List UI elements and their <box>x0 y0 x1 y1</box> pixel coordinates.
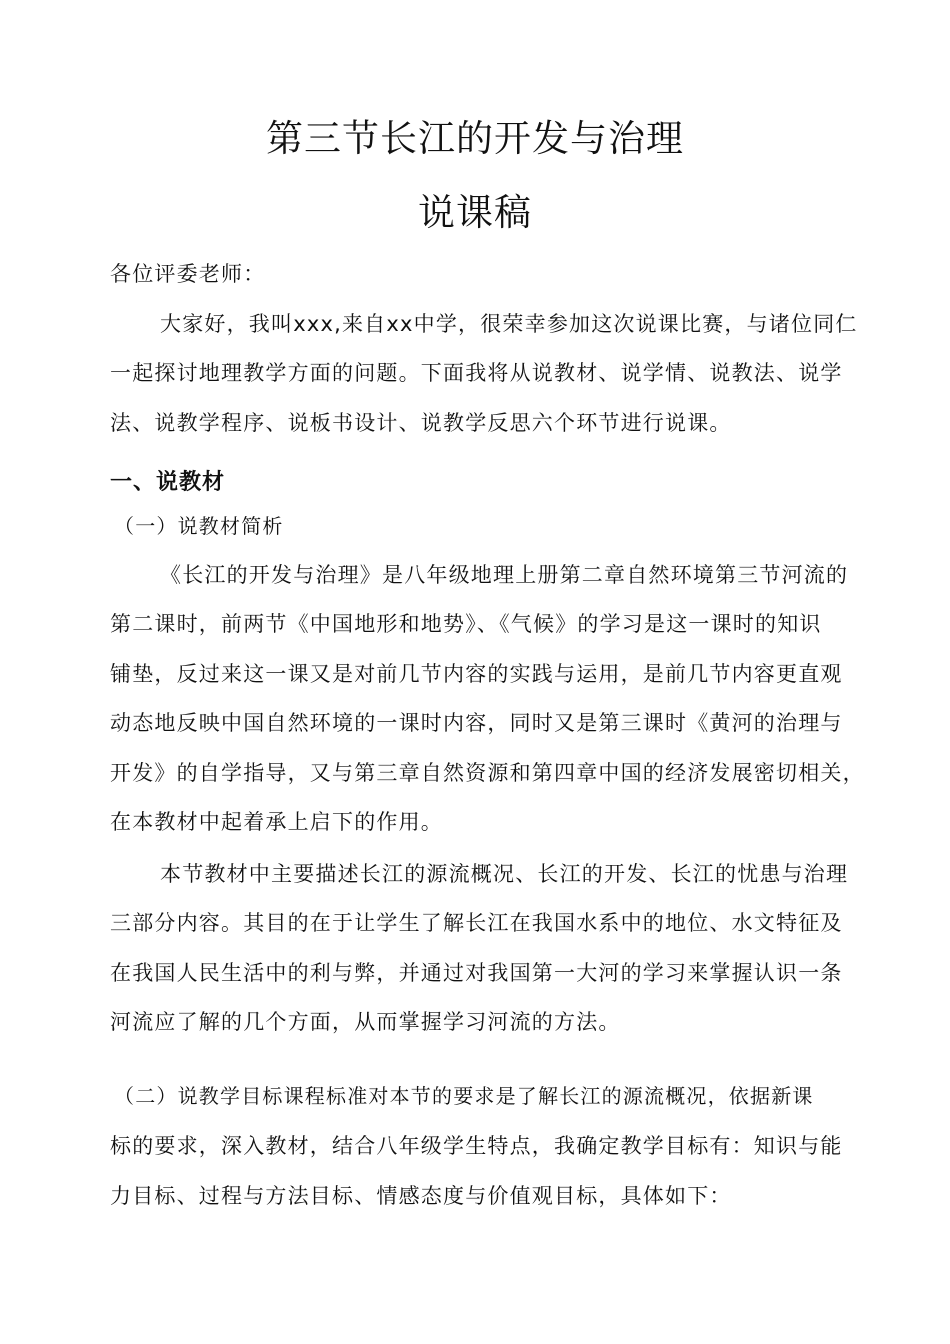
paragraph-1-line-5: 开发》的自学指导，又与第三章自然资源和第四章中国的经济发展密切相关， <box>110 761 865 785</box>
paragraph-3-line-2: 标的要求，深入教材，结合八年级学生特点，我确定教学目标有：知识与能 <box>110 1134 843 1158</box>
paragraph-3-line-3: 力目标、过程与方法目标、情感态度与价值观目标，具体如下： <box>110 1184 732 1208</box>
paragraph-2-line-3: 在我国人民生活中的利与弊，并通过对我国第一大河的学习来掌握认识一条 <box>110 961 843 985</box>
section-heading: 一、说教材 <box>110 470 226 495</box>
paragraph-2-line-4: 河流应了解的几个方面，从而掌握学习河流的方法。 <box>110 1010 621 1034</box>
paragraph-1-line-3: 铺垫，反过来这一课又是对前几节内容的实践与运用，是前几节内容更直观 <box>110 662 843 686</box>
paragraph-1-line-2: 第二课时，前两节《中国地形和地势》、《气候》的学习是这一课时的知识 <box>110 612 822 636</box>
paragraph-2-line-1: 本节教材中主要描述长江的源流概况、长江的开发、长江的忧患与治理 <box>160 862 849 886</box>
intro-line-2: 一起探讨地理教学方面的问题。下面我将从说教材、说学情、说教法、说学 <box>110 361 843 385</box>
paragraph-1-line-6: 在本教材中起着承上启下的作用。 <box>110 810 443 834</box>
paragraph-1-line-4: 动态地反映中国自然环境的一课时内容，同时又是第三课时《黄河的治理与 <box>110 711 843 735</box>
paragraph-2-line-2: 三部分内容。其目的在于让学生了解长江在我国水系中的地位、水文特征及 <box>110 911 843 935</box>
intro-line-3: 法、说教学程序、说板书设计、说教学反思六个环节进行说课。 <box>110 411 732 435</box>
paragraph-3-line-1: （二）说教学目标课程标准对本节的要求是了解长江的源流概况，依据新课 <box>114 1084 814 1108</box>
intro-line-1: 大家好，我叫xxx,来自xx中学，很荣幸参加这次说课比赛，与诸位同仁 <box>160 312 858 336</box>
subsection-heading: （一）说教材简析 <box>114 514 284 538</box>
paragraph-1-line-1: 《长江的开发与治理》是八年级地理上册第二章自然环境第三节河流的 <box>160 563 849 587</box>
document-title: 第三节长江的开发与治理 <box>266 117 684 160</box>
document-subtitle: 说课稿 <box>418 191 532 234</box>
salutation: 各位评委老师： <box>110 262 266 286</box>
